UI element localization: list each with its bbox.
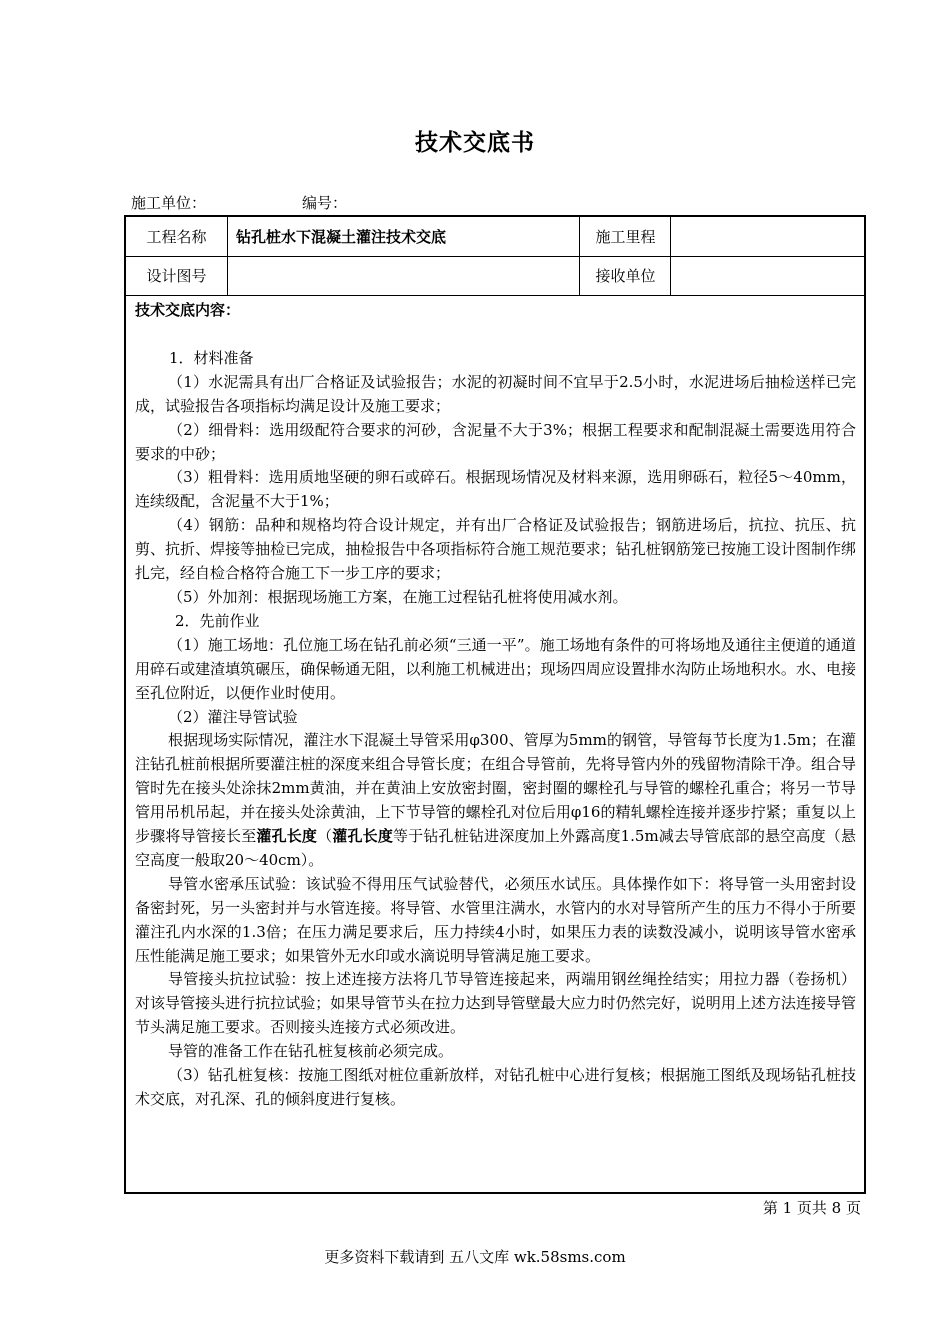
emphasis-text: 灌孔长度 [256,827,318,846]
drawing-no-value [228,256,580,295]
mileage-value [671,217,864,256]
paragraph [135,729,856,872]
document-title: 技术交底书 [415,129,535,156]
drawing-no-label: 设计图号 [126,256,228,295]
paragraph: 导管接头抗拉试验：按上述连接方法将几节导管连接起来，两端用钢丝绳拴结实；用拉力器（卷扬机）对该导管接头进行抗拉试验；如果导管节头在拉力达到导管壁最大应力时仍然完好，说明用上述方法连接导管节头满足施工要求。否则接头连接方式必须改进。 [135,970,856,1037]
section-heading: 1．材料准备 [169,348,254,367]
paragraph: （1）水泥需具有出厂合格证及试验报告；水泥的初凝时间不宜早于2.5小时，水泥进场后抽检送样已完成，试验报告各项指标均满足设计及施工要求； [135,372,856,415]
paragraph: （2）细骨料：选用级配符合要求的河砂，含泥量不大于3%；根据工程要求和配制混凝土需要选用符合要求的中砂； [135,420,856,463]
paragraph: （3）钻孔桩复核：按施工图纸对桩位重新放样，对钻孔桩中心进行复核；根据施工图纸及现场钻孔桩技术交底，对孔深、孔的倾斜度进行复核。 [135,1066,856,1108]
disclosure-content [135,299,856,1112]
paragraph-text: 根据现场实际情况，灌注水下混凝土导管采用φ300、管厚为5mm的钢管，导管每节长度为1.5m；在灌注钻孔桩前根据所要灌注桩的深度来组合导管长度；在组合导管前，先将导管内外的残留物清除干净。组合导管时先在接头处涂抹2mm黄油，并在黄油上安放密封圈，密封圈的螺栓孔与导管的螺栓孔重合；将另一节导管用吊机吊起，并在接头处涂黄油，上下节导管的螺栓孔对位后用φ16的精轧螺栓连接并逐步拧紧；重复以上步骤将导管接长至 [135,731,856,846]
construction-unit-label: 施工单位： [131,194,207,212]
receiver-label: 接收单位 [581,256,671,295]
project-name-label: 工程名称 [126,217,228,256]
table-row [126,256,864,296]
paragraph: （5）外加剂：根据现场施工方案，在施工过程钻孔桩将使用减水剂。 [168,587,628,606]
paragraph-text: 等于钻孔桩钻进深度加上外露高度1.5m减去导管底部的悬空高度（悬空高度一般取20～40cm）。 [135,827,856,869]
paragraph: （3）粗骨料：选用质地坚硬的卵石或碎石。根据现场情况及材料来源，选用卵砾石，粒径5～40mm，连续级配，含泥量不大于1%； [135,468,856,511]
document-meta [131,192,347,213]
mileage-label: 施工里程 [581,217,671,256]
paragraph: （2）灌注导管试验 [168,707,298,726]
disclosure-form [124,215,866,1194]
section-heading: 2．先前作业 [175,611,260,630]
page-number: 第 1 页共 8 页 [762,1199,861,1217]
paragraph-text: （ [317,827,333,846]
paragraph: （1）施工场地：孔位施工场在钻孔前必须“三通一平”。施工场地有条件的可将场地及通往主便道的通道用碎石或建渣填筑碾压，确保畅通无阻，以利施工机械进出；现场四周应设置排水沟防止场地积水。水、电接至孔位附近，以便作业时使用。 [135,635,856,702]
project-name-value: 钻孔桩水下混凝土灌注技术交底 [228,217,580,256]
number-label: 编号： [302,194,348,212]
emphasis-text: 灌孔长度 [332,827,393,846]
content-heading: 技术交底内容： [135,301,241,319]
paragraph: 导管的准备工作在钻孔桩复核前必须完成。 [168,1042,454,1061]
table-row [126,217,864,257]
paragraph: 导管水密承压试验：该试验不得用压气试验替代，必须压水试压。具体操作如下：将导管一头用密封设备密封死，另一头密封并与水管连接。将导管、水管里注满水，水管内的水对导管所产生的压力不得小于所要灌注孔内水深的1.3倍；在压力满足要求后，压力持续4小时，如果压力表的读数没减小，说明该导管水密承压性能满足施工要求；如果管外无水印或水滴说明导管满足施工要求。 [135,874,856,965]
receiver-value [671,256,864,295]
paragraph: （4）钢筋：品种和规格均符合设计规定，并有出厂合格证及试验报告；钢筋进场后，抗拉、抗压、抗剪、抗折、焊接等抽检已完成，抽检报告中各项指标符合施工规范要求；钻孔桩钢筋笼已按施工设计图制作绑扎完，经自检合格符合施工下一步工序的要求； [135,516,856,583]
footer-site-text: 更多资料下载请到 五八文库 wk.58sms.com [324,1248,626,1266]
